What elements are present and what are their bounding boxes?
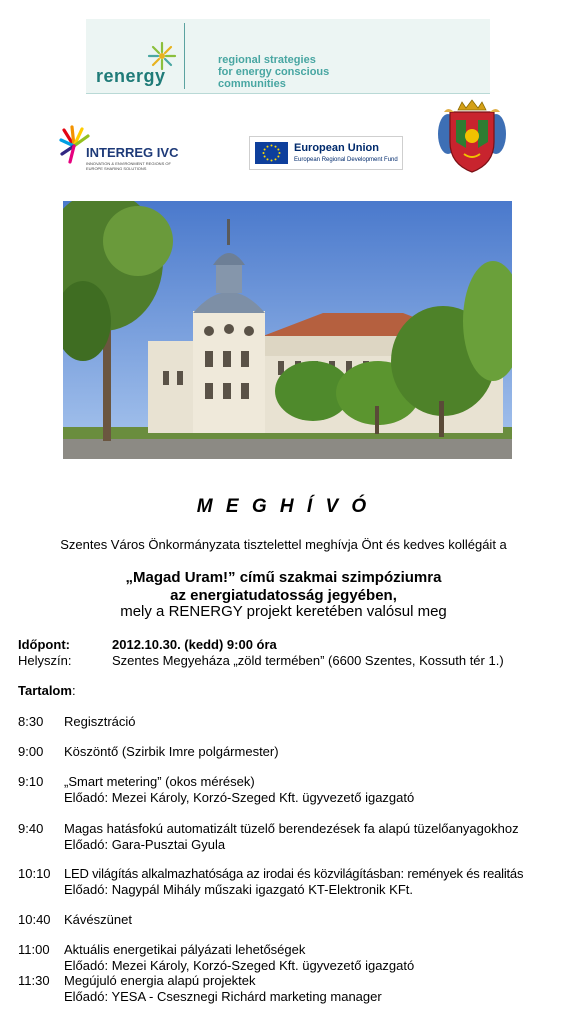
intro-text: Szentes Város Önkormányzata tisztelettel meghívja Önt és kedves kollégáit a bbox=[60, 537, 507, 552]
renergy-logo-text: renergy bbox=[96, 66, 166, 86]
event-title-line3: mely a RENERGY projekt keretében valósul meg bbox=[120, 603, 447, 620]
agenda-time: 8:30 bbox=[18, 714, 44, 729]
agenda-title: „Smart metering” (okos mérések) bbox=[64, 774, 255, 789]
place-label: Helyszín: bbox=[18, 653, 72, 668]
renergy-tagline bbox=[218, 54, 329, 90]
agenda-title: Kávészünet bbox=[64, 912, 132, 927]
agenda-time: 11:30 bbox=[18, 973, 50, 988]
szentes-crest-icon bbox=[436, 98, 508, 174]
page-title: M E G H Í V Ó bbox=[196, 496, 371, 517]
agenda-time: 9:00 bbox=[18, 744, 44, 759]
agenda-title: Regisztráció bbox=[64, 714, 136, 729]
eu-flag-icon bbox=[255, 142, 288, 164]
agenda-time: 9:10 bbox=[18, 774, 44, 789]
event-title-line1: „Magad Uram!” című szakmai szimpóziumra bbox=[125, 569, 442, 586]
eu-title: European Union bbox=[294, 142, 379, 154]
county-hall-photo bbox=[63, 201, 512, 459]
event-title-line2: az energiatudatosság jegyében, bbox=[170, 587, 397, 604]
agenda-title: Magas hatásfokú automatizált tüzelő berendezések fa alapú tüzelőanyagokhoz bbox=[64, 821, 519, 836]
agenda-speaker: Előadó: Mezei Károly, Korzó-Szeged Kft. ügyvezető igazgató bbox=[64, 790, 415, 805]
interreg-subtitle: INNOVATION & ENVIRONMENT REGIONS OF EUROPE SHARING SOLUTIONS bbox=[86, 161, 171, 171]
agenda-speaker: Előadó: Mezei Károly, Korzó-Szeged Kft. ügyvezető igazgató bbox=[64, 958, 415, 973]
banner-divider bbox=[184, 23, 185, 89]
agenda-title: LED világítás alkalmazhatósága az irodai és közvilágításban: remények és realitás bbox=[64, 866, 524, 881]
tagline-line: for energy conscious bbox=[218, 66, 330, 78]
agenda-time: 11:00 bbox=[18, 942, 50, 957]
banner-rule bbox=[86, 93, 490, 94]
place-value: Szentes Megyeháza „zöld termében” (6600 Szentes, Kossuth tér 1.) bbox=[112, 653, 504, 668]
content-label: Tartalom bbox=[18, 683, 72, 698]
agenda-time: 10:10 bbox=[18, 866, 51, 881]
agenda-title: Megújuló energia alapú projektek bbox=[64, 973, 256, 988]
time-label: Időpont: bbox=[18, 637, 70, 652]
tagline-line: regional strategies bbox=[218, 54, 316, 66]
interreg-title: INTERREG IVC bbox=[86, 145, 179, 160]
tagline-line: communities bbox=[218, 78, 286, 90]
content-colon: : bbox=[71, 683, 76, 698]
agenda-time: 10:40 bbox=[18, 912, 51, 927]
agenda-time: 9:40 bbox=[18, 821, 44, 836]
agenda-speaker: Előadó: YESA - Csesznegi Richárd marketing manager bbox=[64, 989, 382, 1004]
agenda-title: Aktuális energetikai pályázati lehetőségek bbox=[64, 942, 306, 957]
agenda-speaker: Előadó: Nagypál Mihály műszaki igazgató KT-Elektronik KFt. bbox=[64, 882, 413, 897]
agenda-title: Köszöntő (Szirbik Imre polgármester) bbox=[64, 744, 279, 759]
content-heading bbox=[18, 683, 76, 698]
time-value: 2012.10.30. (kedd) 9:00 óra bbox=[112, 637, 277, 652]
eu-subtitle: European Regional Development Fund bbox=[294, 157, 398, 163]
agenda-speaker: Előadó: Gara-Pusztai Gyula bbox=[64, 837, 226, 852]
